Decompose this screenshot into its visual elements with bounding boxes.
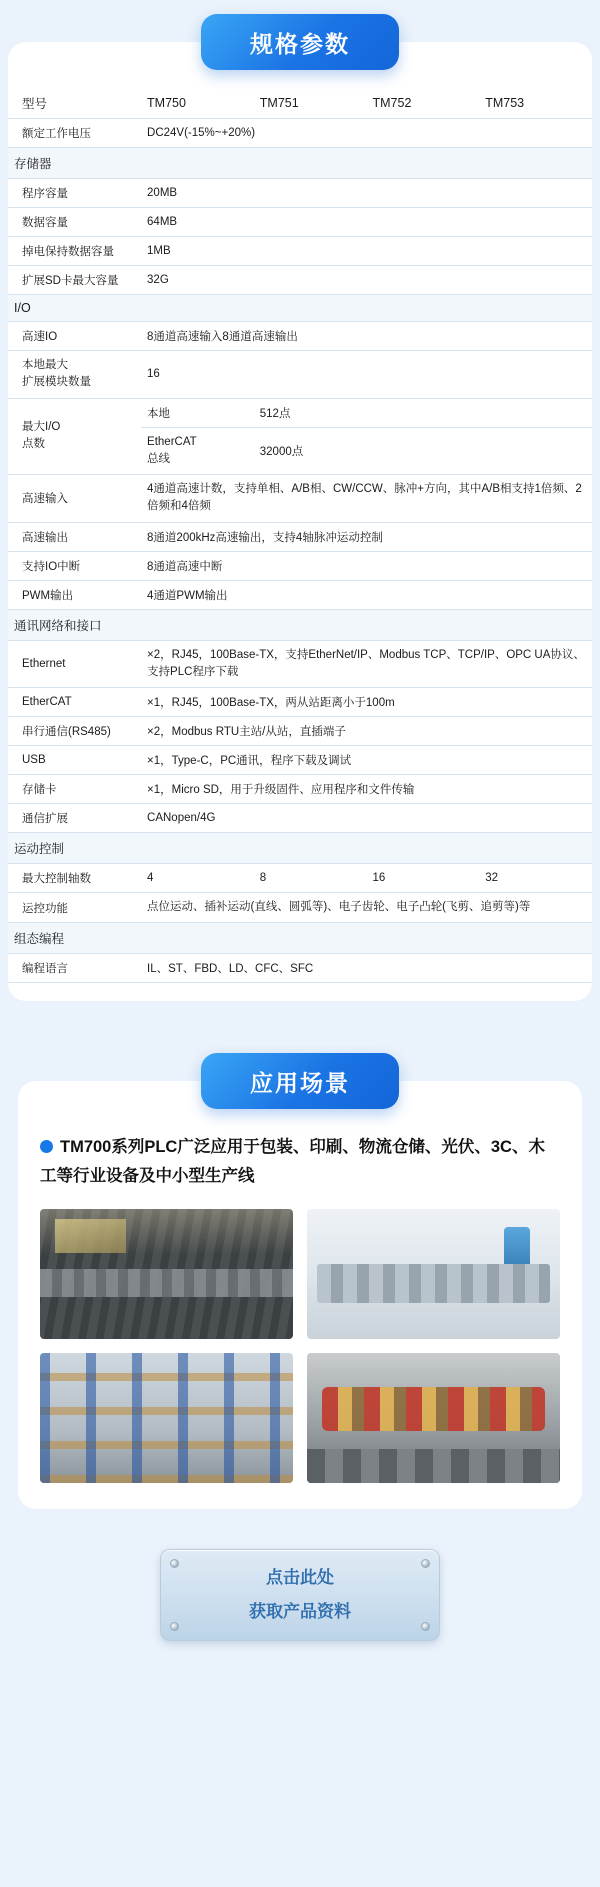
table-row: [8, 893, 592, 923]
get-product-info-button[interactable]: [160, 1549, 440, 1641]
application-headline-text: TM700系列PLC广泛应用于包装、印刷、物流仓储、光伏、3C、木工等行业设备及中小型生产线: [40, 1138, 545, 1186]
high-speed-input-value: 4通道高速计数，支持单相、A/B相、CW/CCW、脉冲+方向，其中A/B相支持1倍频、2倍频和4倍频: [141, 475, 592, 523]
high-speed-io-value: 8通道高速输入8通道高速输出: [141, 322, 592, 351]
table-row: [8, 954, 592, 983]
ethercat-value: ×1，RJ45，100Base-TX，两从站距离小于100m: [141, 688, 592, 717]
spec-banner: 规格参数: [201, 14, 399, 70]
retentive-capacity-label: 掉电保持数据容量: [8, 237, 141, 266]
usb-label: USB: [8, 746, 141, 775]
model-tm751: TM751: [254, 88, 367, 119]
bullet-dot-icon: [40, 1140, 53, 1153]
max-axes-tm751: 8: [254, 864, 367, 893]
program-capacity-label: 程序容量: [8, 179, 141, 208]
table-row: [8, 398, 592, 427]
retentive-capacity-value: 1MB: [141, 237, 592, 266]
group-memory: [8, 148, 592, 179]
model-tm750: TM750: [141, 88, 254, 119]
max-axes-label: 最大控制轴数: [8, 864, 141, 893]
programming-languages-label: 编程语言: [8, 954, 141, 983]
group-motion: [8, 833, 592, 864]
memory-card-label: 存储卡: [8, 775, 141, 804]
table-row: [8, 775, 592, 804]
max-axes-tm752: 16: [367, 864, 480, 893]
table-row: [8, 688, 592, 717]
model-tm752: TM752: [367, 88, 480, 119]
data-capacity-value: 64MB: [141, 208, 592, 237]
cta-wrap: [0, 1509, 600, 1687]
voltage-value: DC24V(-15%~+20%): [141, 119, 592, 148]
table-row: [8, 640, 592, 688]
table-row: [8, 580, 592, 609]
sd-capacity-label: 扩展SD卡最大容量: [8, 266, 141, 295]
clean-assembly-line-photo: [307, 1209, 560, 1339]
table-row: [8, 522, 592, 551]
table-row: [8, 237, 592, 266]
max-io-ethercat-value: 32000点: [254, 427, 592, 475]
table-row: [8, 746, 592, 775]
voltage-label: 额定工作电压: [8, 119, 141, 148]
screw-icon-top-right: [421, 1559, 430, 1568]
table-row: [8, 475, 592, 523]
model-tm753: TM753: [479, 88, 592, 119]
max-axes-tm750: 4: [141, 864, 254, 893]
table-row: [8, 551, 592, 580]
ethernet-label: Ethernet: [8, 640, 141, 688]
cta-line-1: 点击此处: [266, 1568, 334, 1587]
pwm-output-label: PWM输出: [8, 580, 141, 609]
group-programming-title: 组态编程: [8, 923, 592, 954]
application-banner-wrap: [0, 1039, 600, 1109]
screw-icon-bottom-left: [170, 1622, 179, 1631]
spec-table: [8, 88, 592, 983]
cta-line-2: 获取产品资料: [249, 1602, 351, 1621]
max-io-local-value: 512点: [254, 398, 592, 427]
serial-rs485-value: ×2，Modbus RTU主站/从站，直插端子: [141, 717, 592, 746]
program-capacity-value: 20MB: [141, 179, 592, 208]
expansion-modules-value: 16: [141, 351, 592, 399]
memory-card-value: ×1，Micro SD，用于升级固件、应用程序和文件传输: [141, 775, 592, 804]
max-io-points-label: [8, 398, 141, 475]
expansion-modules-label-line2: 扩展模块数量: [22, 376, 91, 389]
application-headline: [40, 1133, 560, 1191]
table-row: [8, 179, 592, 208]
io-interrupt-label: 支持IO中断: [8, 551, 141, 580]
screw-icon-bottom-right: [421, 1622, 430, 1631]
high-speed-input-label: 高速输入: [8, 475, 141, 523]
spec-section: [8, 42, 592, 1001]
ethercat-label: EtherCAT: [8, 688, 141, 717]
table-row-model-header: [8, 88, 592, 119]
high-speed-output-label: 高速输出: [8, 522, 141, 551]
comm-expansion-value: CANopen/4G: [141, 804, 592, 833]
printing-press-photo: [307, 1353, 560, 1483]
warehouse-racking-photo: [40, 1353, 293, 1483]
application-section: [18, 1081, 582, 1509]
group-io-title: I/O: [8, 295, 592, 322]
table-row: [8, 351, 592, 399]
max-io-ethercat-sublabel-line1: EtherCAT: [147, 435, 197, 448]
spec-banner-wrap: [0, 0, 600, 70]
screw-icon-top-left: [170, 1559, 179, 1568]
io-interrupt-value: 8通道高速中断: [141, 551, 592, 580]
pwm-output-value: 4通道PWM输出: [141, 580, 592, 609]
table-row: [8, 864, 592, 893]
sd-capacity-value: 32G: [141, 266, 592, 295]
max-io-ethercat-sublabel-line2: 总线: [147, 452, 171, 465]
application-wrap: [0, 1039, 600, 1509]
motion-functions-label: 运控功能: [8, 893, 141, 923]
table-row: [8, 717, 592, 746]
high-speed-io-label: 高速IO: [8, 322, 141, 351]
group-io: [8, 295, 592, 322]
table-row-voltage: [8, 119, 592, 148]
application-photo-grid: [40, 1209, 560, 1483]
group-communication: [8, 609, 592, 640]
table-row: [8, 804, 592, 833]
table-row: [8, 322, 592, 351]
ethernet-value: ×2，RJ45，100Base-TX，支持EtherNet/IP、Modbus TCP、TCP/IP、OPC UA协议、支持PLC程序下载: [141, 640, 592, 688]
usb-value: ×1，Type-C，PC通讯，程序下载及调试: [141, 746, 592, 775]
expansion-modules-label-line1: 本地最大: [22, 359, 68, 371]
table-row: [8, 208, 592, 237]
model-label: 型号: [8, 88, 141, 119]
group-motion-title: 运动控制: [8, 833, 592, 864]
programming-languages-value: IL、ST、FBD、LD、CFC、SFC: [141, 954, 592, 983]
max-io-local-sublabel: 本地: [141, 398, 254, 427]
high-speed-output-value: 8通道200kHz高速输出，支持4轴脉冲运动控制: [141, 522, 592, 551]
table-row: [8, 266, 592, 295]
application-banner: 应用场景: [201, 1053, 399, 1109]
max-io-ethercat-sublabel: [141, 427, 254, 475]
data-capacity-label: 数据容量: [8, 208, 141, 237]
expansion-modules-label: [8, 351, 141, 399]
motion-functions-value: 点位运动、插补运动(直线、圆弧等)、电子齿轮、电子凸轮(飞剪、追剪等)等: [141, 893, 592, 923]
comm-expansion-label: 通信扩展: [8, 804, 141, 833]
industrial-machine-line-photo: [40, 1209, 293, 1339]
group-communication-title: 通讯网络和接口: [8, 609, 592, 640]
group-programming: [8, 923, 592, 954]
serial-rs485-label: 串行通信(RS485): [8, 717, 141, 746]
group-memory-title: 存储器: [8, 148, 592, 179]
max-axes-tm753: 32: [479, 864, 592, 893]
max-io-points-label-line1: 最大I/O: [22, 421, 61, 433]
max-io-points-label-line2: 点数: [22, 438, 45, 451]
